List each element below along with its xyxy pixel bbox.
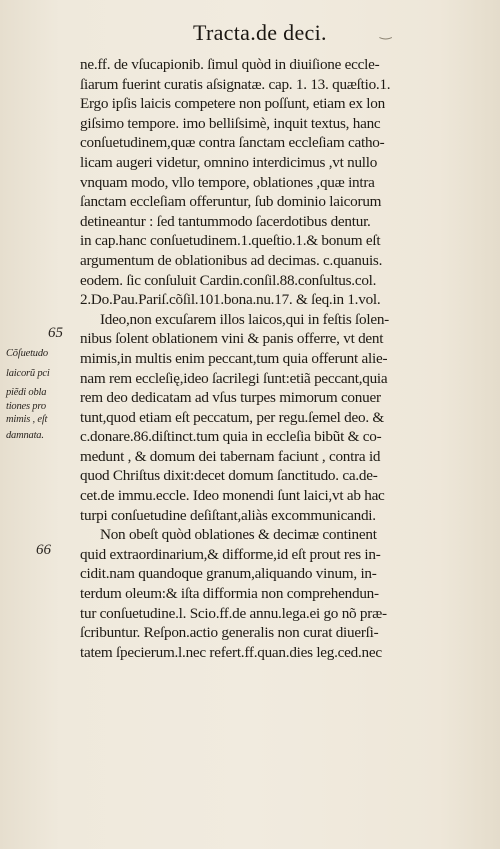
text-line: rem deo dedicatam ad vſus turpes mimorum conuer: [80, 389, 381, 407]
margin-note: [6, 344, 76, 446]
running-header: Tracta.de deci.: [193, 20, 327, 45]
text-line: c.donare.86.diſtinct.tum quia in eccleſia bibũt & co-: [80, 428, 382, 446]
text-line: ſanctam eccleſiam offeruntur, ſub dominio laicorum: [80, 193, 382, 211]
margin-note-line: mimis , eſt: [6, 414, 48, 426]
text-line: medunt , & domum dei tabernam faciunt , contra id: [80, 447, 381, 465]
text-line: ſiarum fuerint curatis aſsignatæ. cap. 1. 13. quæſtio.1.: [80, 75, 391, 93]
text-line: licam augeri videtur, omnino interdicimus ,vt nullo: [80, 153, 378, 171]
text-line: detineantur : ſed tantummodo ſacerdotibus dentur.: [80, 212, 371, 230]
text-line: tur conſuetudine.l. Scio.ff.de annu.lega.ei go nõ præ-: [80, 604, 387, 622]
margin-note-line: damnata.: [6, 429, 44, 441]
text-line: vnquam modo, vllo tempore, oblationes ,quæ intra: [80, 173, 375, 191]
text-line: cet.de immu.eccle. Ideo monendi ſunt laici,vt ab hac: [80, 487, 385, 505]
margin-note-line: tiones pro: [6, 400, 46, 412]
text-line: cidit.nam quandoque granum,aliquando vinum, in-: [80, 565, 377, 583]
text-line: nam rem eccleſię,ideo ſacrilegi ſunt:etiã peccant,quia: [80, 369, 388, 387]
text-line: quid extraordinarium,& difforme,id eſt prout res in-: [80, 545, 381, 563]
text-line: eodem. ſic conſuluit Cardin.conſil.88.conſultus.col.: [80, 271, 377, 289]
text-line: tunt,quod etiam eſt peccatum, per regu.ſemel deo. &: [80, 408, 384, 426]
paragraph-number-65: 65: [48, 325, 63, 341]
paragraph-number-66: 66: [36, 542, 51, 558]
text-line: ne.ff. de vſucapionib. ſimul quòd in diuiſione eccle-: [80, 56, 380, 73]
text-line: argumentum de oblationibus ad decimas. c.quanuis.: [80, 251, 383, 269]
margin-note-line: laicorũ pci: [6, 367, 50, 379]
margin-note-line: Cõſuetudo: [6, 348, 48, 359]
text-line: mimis,in multis enim peccant,tum quia offerunt alie-: [80, 349, 388, 367]
text-line: giſsimo tempore. imo belliſsimè, inquit textus, hanc: [80, 114, 381, 132]
text-line: quod Chriſtus dixit:decet domum ſanctitudo. ca.de-: [80, 467, 378, 485]
text-line: turpi conſuetudine deſiſtant,aliàs excommunicandi.: [80, 506, 376, 524]
text-line: conſuetudinem,quæ contra ſanctam eccleſiam catho-: [80, 134, 385, 152]
text-line: nibus ſolent oblationem vini & panis offerre, vt dent: [80, 330, 384, 348]
text-line: Ideo,non excuſarem illos laicos,qui in feſtis ſolen-: [100, 310, 389, 328]
text-line: 2.Do.Pau.Pariſ.cõſil.101.bona.nu.17. & ſeq.in 1.vol.: [80, 291, 381, 309]
page-mark: ‿: [380, 25, 392, 40]
text-line: ſcribuntur. Reſpon.actio generalis non curat diuerſi-: [80, 624, 379, 642]
margin-note-line: piẽdi obla: [6, 387, 47, 399]
main-text-block: [80, 55, 470, 662]
text-line: terdum oleum:& iſta difformia non comprehendun-: [80, 585, 379, 603]
text-line: Ergo ipſis laicis competere non poſſunt, etiam ex lon: [80, 95, 385, 113]
text-line: in cap.hanc conſuetudinem.1.queſtio.1.& bonum eſt: [80, 232, 381, 250]
text-line: Non obeſt quòd oblationes & decimæ continent: [100, 526, 377, 544]
text-line: tatem ſpecierum.l.nec refert.ff.quan.dies leg.ced.nec: [80, 643, 382, 661]
